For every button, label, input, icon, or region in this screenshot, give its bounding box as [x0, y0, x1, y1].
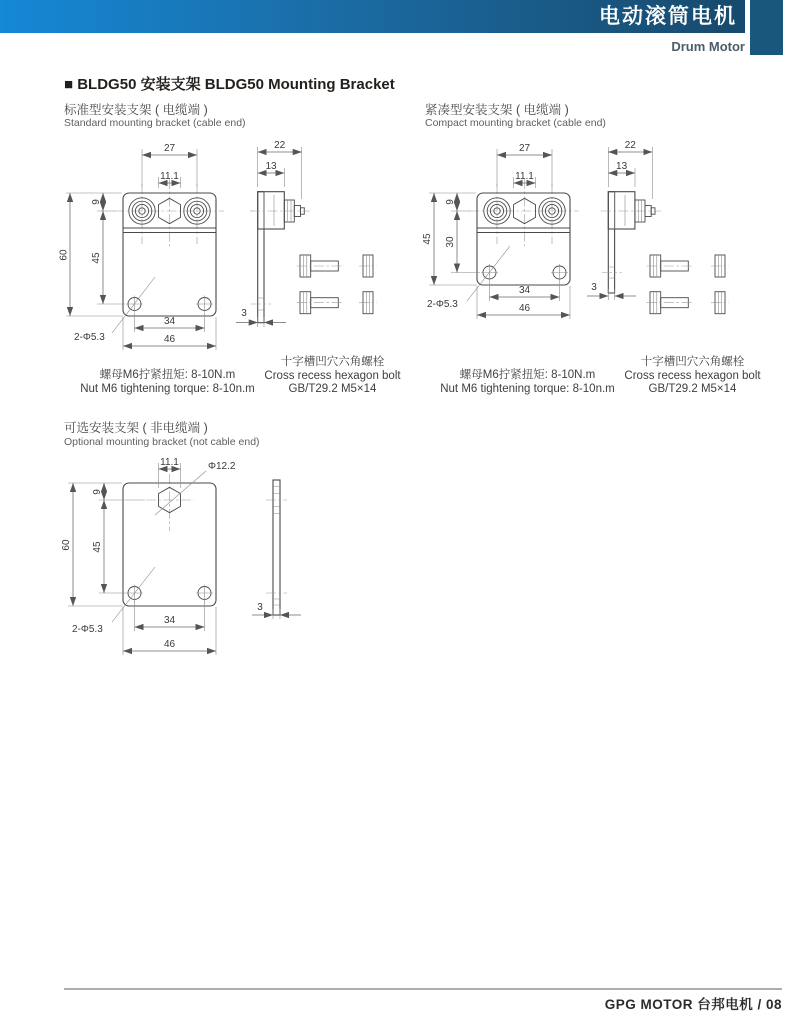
footer-divider: [64, 988, 782, 990]
standard-loose-nut-2: [359, 292, 377, 314]
compact-loose-bolt-1: [647, 255, 694, 277]
page-title: ■ BLDG50 安装支架 BLDG50 Mounting Bracket: [64, 76, 395, 93]
dim-height: 60: [61, 539, 72, 551]
compact-title-zh: 紧凑型安装支架 ( 电缆端 ): [425, 103, 569, 117]
standard-clamp-side: [258, 192, 285, 229]
dim-mid: 45: [91, 252, 102, 264]
dim-hole-label: 2-Φ5.3: [72, 624, 103, 635]
header-banner: [0, 0, 745, 33]
dim-hex-width: 11.1: [160, 171, 179, 182]
standard-bolt-note: [255, 356, 410, 397]
compact-loose-nut-1: [711, 255, 729, 277]
standard-bolt-spec: GB/T29.2 M5×14: [288, 383, 377, 395]
dim-thickness: 3: [257, 602, 263, 613]
compact-bolt-spec: GB/T29.2 M5×14: [648, 383, 737, 395]
dim-inner-depth: 13: [616, 161, 628, 172]
optional-title-en: Optional mounting bracket (not cable end): [64, 436, 260, 448]
dim-height: 60: [58, 249, 70, 261]
compact-torque-note-zh: 螺母M6拧紧扭矩: 8-10N.m: [459, 369, 596, 381]
dim-depth: 22: [624, 140, 636, 151]
footer-text: GPG MOTOR 台邦电机 / 08: [604, 997, 782, 1011]
standard-title-en: Standard mounting bracket (cable end): [64, 117, 246, 129]
dim-hole-label: 2-Φ5.3: [74, 332, 105, 343]
dim-hex-width: 11.1: [515, 171, 534, 182]
standard-bracket-drawing: [60, 135, 410, 360]
header-accent-block: [750, 0, 783, 55]
dim-width: 46: [518, 303, 531, 314]
standard-bolt-note-en: Cross recess hexagon bolt: [264, 369, 401, 382]
dim-hole-span: 34: [163, 316, 176, 327]
compact-title-en: Compact mounting bracket (cable end): [425, 117, 606, 129]
dim-top-offset: 9: [92, 489, 103, 495]
optional-bracket-drawing: [60, 455, 390, 680]
standard-torque-note-zh: 螺母M6拧紧扭矩: 8-10N.m: [99, 369, 236, 381]
dim-thickness: 3: [591, 282, 597, 293]
optional-title-zh: 可选安装支架 ( 非电缆端 ): [64, 421, 208, 435]
banner-title: 电动滚筒电机: [599, 5, 737, 28]
dim-inner-depth: 13: [265, 161, 277, 172]
dim-hole-span: 34: [163, 615, 176, 626]
standard-plate-side: [258, 192, 264, 323]
standard-loose-bolt-1: [297, 255, 344, 277]
dim-mid: 45: [92, 541, 103, 553]
dim-thickness: 3: [241, 308, 247, 319]
standard-loose-bolt-2: [297, 292, 344, 314]
compact-loose-nut-2: [711, 292, 729, 314]
dim-hex-width: 11.1: [160, 457, 179, 468]
dim-top-width: 27: [518, 143, 531, 154]
compact-bolt-note: [615, 356, 770, 397]
standard-bolt-note-zh: 十字槽凹穴六角螺栓: [280, 356, 385, 368]
dim-depth: 22: [274, 140, 286, 151]
compact-torque-note-en: Nut M6 tightening torque: 8-10n.m: [440, 382, 615, 395]
compact-loose-bolt-2: [647, 292, 694, 314]
compact-bolt-note-zh: 十字槽凹穴六角螺栓: [640, 356, 745, 368]
dim-hole-label: 2-Φ5.3: [427, 299, 458, 310]
dim-width: 46: [163, 334, 176, 345]
dim-width: 46: [163, 639, 176, 650]
standard-torque-note-en: Nut M6 tightening torque: 8-10n.m: [80, 382, 255, 395]
dim-top-offset: 9: [91, 199, 102, 205]
standard-loose-nut-1: [359, 255, 377, 277]
header-subtitle: Drum Motor: [671, 39, 745, 54]
dim-mid: 30: [445, 236, 456, 248]
dim-height: 45: [422, 233, 433, 245]
compact-bracket-drawing: [422, 135, 755, 360]
compact-clamp-side: [608, 192, 635, 229]
standard-torque-note: [60, 369, 275, 396]
dim-top-width: 27: [163, 143, 176, 154]
dim-hex-dia: Φ12.2: [208, 461, 236, 472]
standard-title-zh: 标准型安装支架 ( 电缆端 ): [64, 103, 208, 117]
compact-torque-note: [420, 369, 635, 396]
compact-plate-front: [477, 193, 570, 285]
dim-hole-span: 34: [518, 285, 531, 296]
dim-top-offset: 9: [445, 199, 456, 205]
compact-bolt-note-en: Cross recess hexagon bolt: [624, 369, 761, 382]
